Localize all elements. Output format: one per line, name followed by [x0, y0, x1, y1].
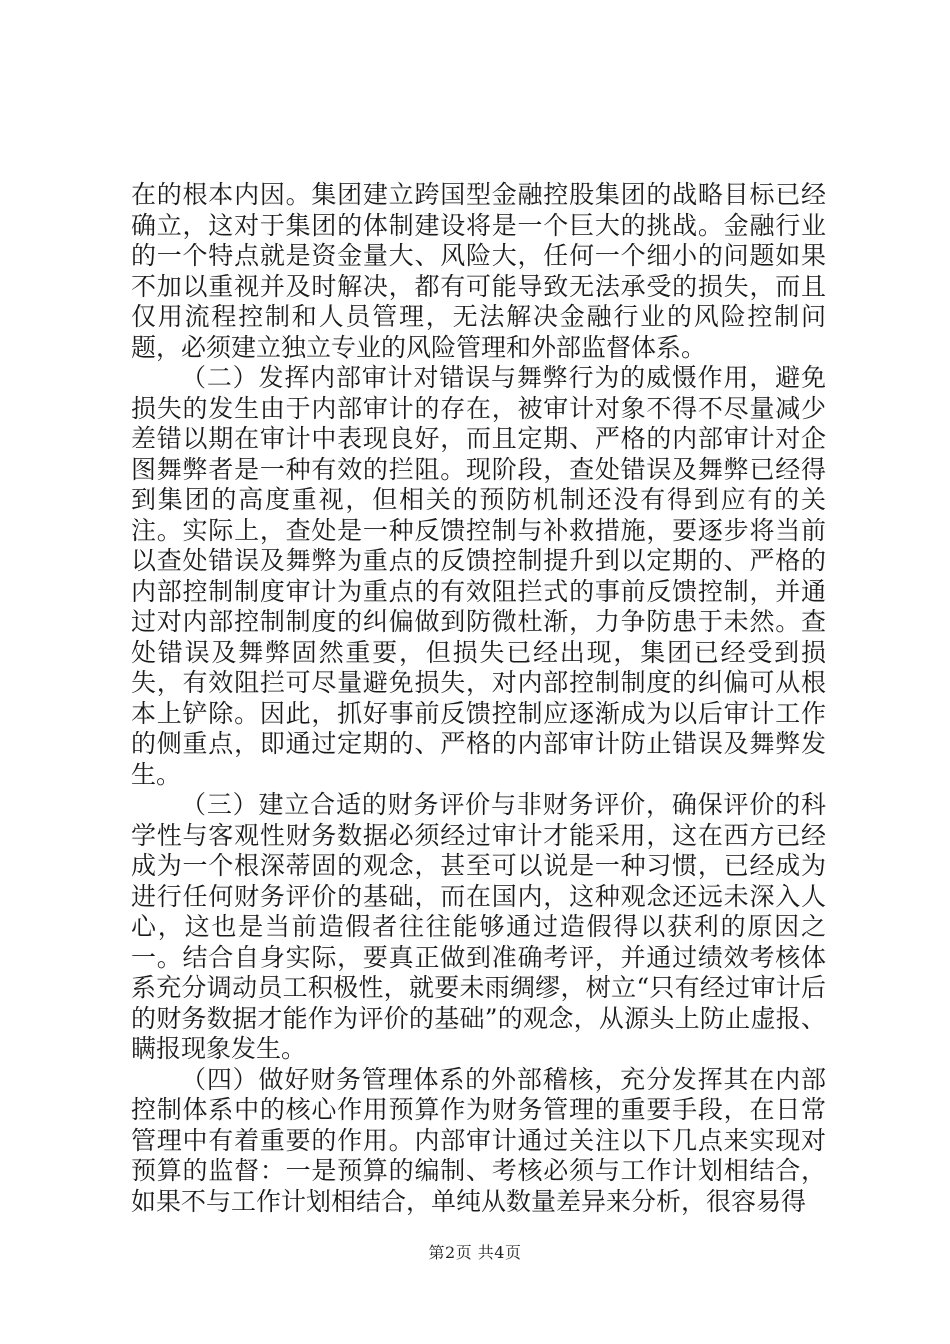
paragraph-section-4: （四）做好财务管理体系的外部稽核，充分发挥其在内部控制体系中的核心作用预算作为财务管理的重要手段，在日常管理中有着重要的作用。内部审计通过关注以下几点来实现对预算的监督：一是预算的编制、考核必须与工作计划相结合，如果不与工作计划相结合，单纯从数量差异来分析，很容易得	[131, 1064, 826, 1216]
paragraph-section-2: （二）发挥内部审计对错误与舞弊行为的威慑作用，避免损失的发生由于内部审计的存在，被审计对象不得不尽量减少差错以期在审计中表现良好，而且定期、严格的内部审计对企图舞弊者是一种有效的拦阻。现阶段，查处错误及舞弊已经得到集团的高度重视，但相关的预防机制还没有得到应有的关注。实际上，查处是一种反馈控制与补救措施，要逐步将当前以查处错误及舞弊为重点的反馈控制提升到以定期的、严格的内部控制制度审计为重点的有效阻拦式的事前反馈控制，并通过对内部控制制度的纠偏做到防微杜渐，力争防患于未然。查处错误及舞弊固然重要，但损失已经出现，集团已经受到损失，有效阻拦可尽量避免损失，对内部控制制度的纠偏可从根本上铲除。因此，抓好事前反馈控制应逐渐成为以后审计工作的侧重点，即通过定期的、严格的内部审计防止错误及舞弊发生。	[131, 363, 826, 789]
paragraph-continuation: 在的根本内因。集团建立跨国型金融控股集团的战略目标已经确立，这对于集团的体制建设将是一个巨大的挑战。金融行业的一个特点就是资金量大、风险大，任何一个细小的问题如果不加以重视并及时解决，都有可能导致无法承受的损失，而且仅用流程控制和人员管理，无法解决金融行业的风险控制问题，必须建立独立专业的风险管理和外部监督体系。	[131, 180, 826, 362]
page-footer: 第2页 共4页	[428, 1243, 522, 1262]
document-body	[131, 180, 826, 1217]
paragraph-section-3: （三）建立合适的财务评价与非财务评价，确保评价的科学性与客观性财务数据必须经过审计才能采用，这在西方已经成为一个根深蒂固的观念，甚至可以说是一种习惯，已经成为进行任何财务评价的基础，而在国内，这种观念还远未深入人心，这也是当前造假者往往能够通过造假得以获利的原因之一。结合自身实际，要真正做到准确考评，并通过绩效考核体系充分调动员工积极性，就要未雨绸缪，树立“只有经过审计后的财务数据才能作为评价的基础”的观念，从源头上防止虚报、瞒报现象发生。	[131, 790, 826, 1063]
